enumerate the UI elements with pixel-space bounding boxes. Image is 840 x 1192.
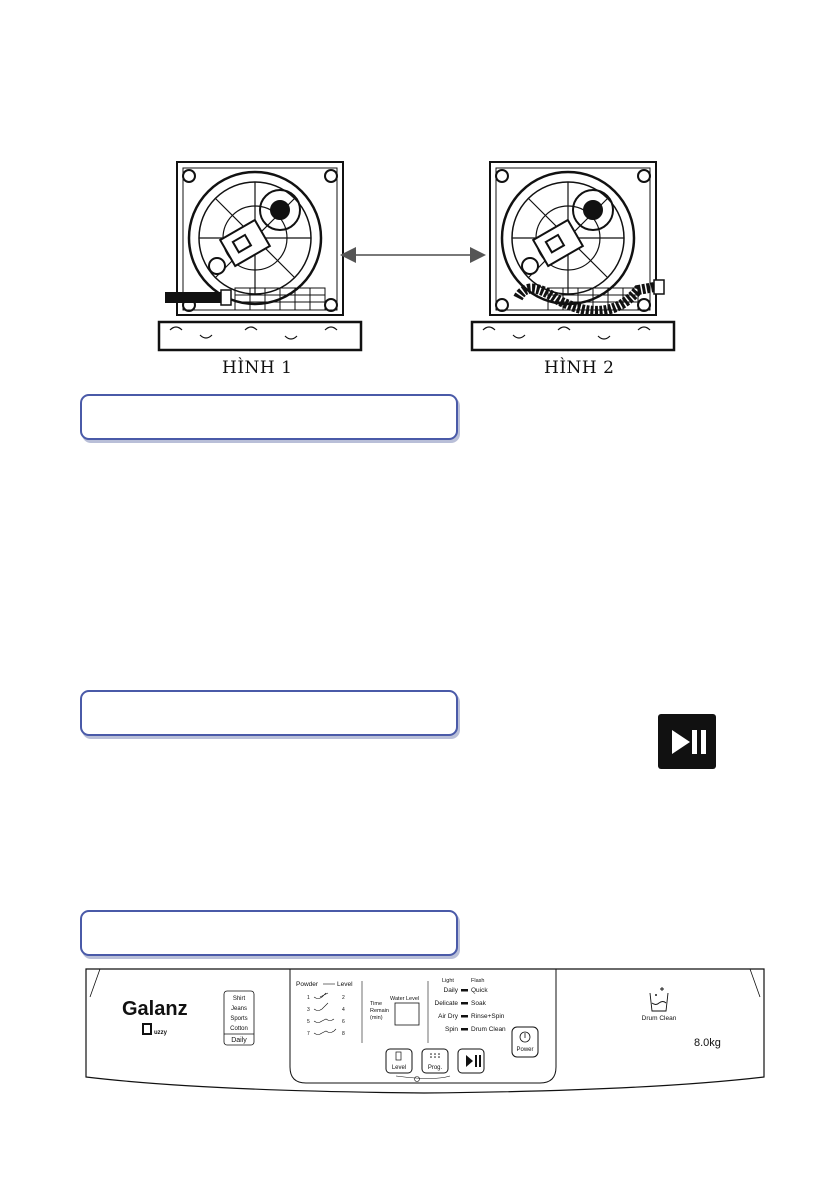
svg-text:Power: Power [516,1047,534,1053]
program-header-light: Light [442,978,454,984]
figure-2-drawing [468,150,688,355]
prog-button[interactable] [422,1049,448,1073]
program-air-dry: Air Dry [438,1013,458,1020]
program-quick: Quick [471,987,488,994]
drum-clean-label: Drum Clean [641,1015,677,1022]
section-heading-box-1 [80,394,458,440]
fabric-option-sports: Sports [230,1016,248,1022]
figure-2-caption: HÌNH 2 [544,358,615,378]
brand-logo: Galanz [122,998,188,1020]
level-number-7: 7 [307,1031,310,1037]
level-number-5: 5 [307,1019,310,1025]
fabric-option-jeans: Jeans [230,1006,248,1012]
figure-1-drawing [155,150,365,355]
level-number-4: 4 [342,1007,345,1013]
time-label: Time [370,1001,383,1007]
level-number-3: 3 [307,1007,310,1013]
section-heading-box-3 [80,910,458,956]
control-panel [84,967,766,1095]
program-soak: Soak [471,1000,486,1007]
program-daily: Daily [443,987,458,994]
program-rinse-spin: Rinse+Spin [471,1013,505,1020]
power-button[interactable] [512,1027,538,1057]
program-drum-clean: Drum Clean [471,1026,506,1033]
svg-text:Level: Level [391,1065,407,1071]
program-spin: Spin [444,1026,458,1033]
sub-brand-logo: uzzy [154,1030,168,1036]
play-pause-icon [658,714,716,769]
fabric-option-shirt: Shirt [232,996,246,1002]
svg-text:Prog.: Prog. [427,1065,443,1071]
level-label: Level [337,981,353,988]
figure-1-caption: HÌNH 1 [222,358,293,378]
program-header-flash: Flash [471,978,485,984]
level-number-8: 8 [342,1031,345,1037]
level-number-1: 1 [307,995,310,1001]
water-level-label: Water Level [390,996,420,1002]
fabric-option-cotton: Cotton [230,1026,248,1032]
powder-label: Powder [296,981,319,988]
double-arrow-icon [338,244,488,266]
level-number-6: 6 [342,1019,345,1025]
program-delicate: Delicate [434,1000,458,1007]
start-pause-button[interactable] [458,1049,484,1073]
capacity-label: 8.0kg [694,1037,721,1049]
min-label: (min) [370,1015,383,1021]
remain-label: Remain [370,1008,389,1014]
section-heading-box-2 [80,690,458,736]
fabric-selected: Daily [231,1037,247,1044]
level-number-2: 2 [342,995,345,1001]
level-button[interactable] [386,1049,412,1073]
